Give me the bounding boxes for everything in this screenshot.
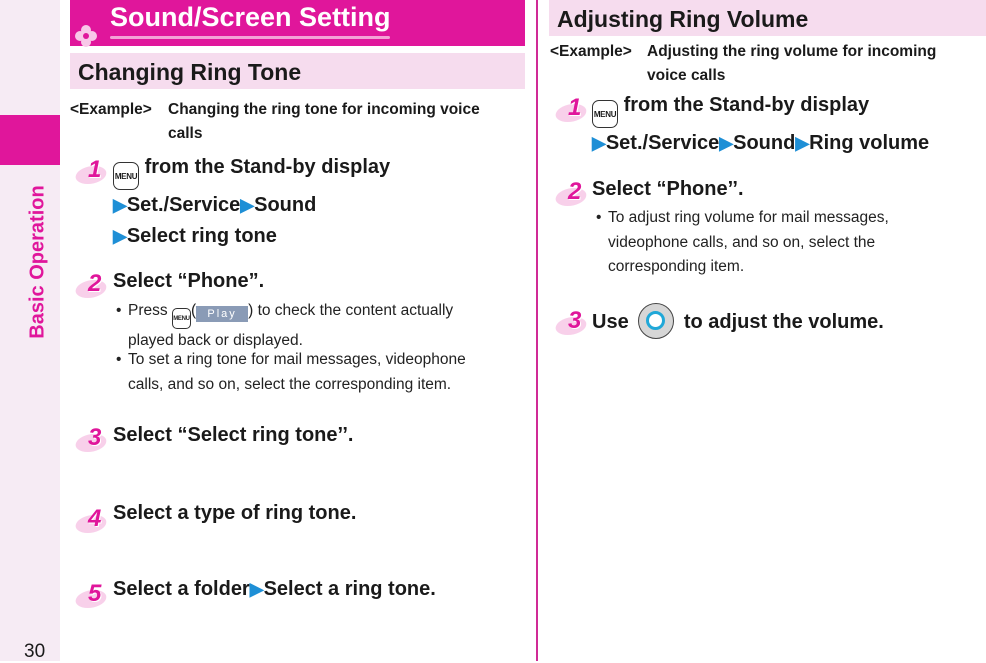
title-underline <box>110 36 390 39</box>
step-text: Select a ring tone. <box>263 578 436 600</box>
step-text: Select a folder <box>113 578 250 600</box>
step-1-instructions <box>592 90 929 159</box>
note-text: Press <box>128 302 168 319</box>
bullet-dot: • <box>596 209 602 226</box>
step-number: 4 <box>76 505 116 539</box>
bullet-dot: • <box>116 302 122 319</box>
example-label: <Example> <box>70 101 152 118</box>
step-number: 1 <box>556 94 596 128</box>
step-3-instructions <box>592 303 884 339</box>
menu-path-item: Set./Service <box>126 194 241 216</box>
example-text-line2: calls <box>168 125 203 142</box>
arrow-icon: ▶ <box>795 133 810 153</box>
arrow-icon: ▶ <box>592 133 606 153</box>
step-2-text: Select “Phone’’. <box>592 178 744 200</box>
example-label: <Example> <box>550 43 632 60</box>
note-text: videophone calls, and so on, select the <box>608 233 876 251</box>
arrow-icon: ▶ <box>719 133 734 153</box>
bullet-dot: • <box>116 351 122 368</box>
step-number: 1 <box>76 156 116 190</box>
menu-path-item: Sound <box>733 132 796 154</box>
bullet-note <box>596 206 976 280</box>
step-number: 3 <box>76 424 116 458</box>
subsection-title-ring-tone: Changing Ring Tone <box>70 53 525 89</box>
step-text: from the Stand-by display <box>144 156 391 178</box>
step-number: 5 <box>76 580 116 614</box>
step-4-text: Select a type of ring tone. <box>113 502 357 524</box>
step-1-instructions <box>113 152 390 252</box>
example-ring-volume <box>550 40 986 84</box>
menu-path-item: Select ring tone <box>126 225 277 247</box>
menu-key-icon: MENU <box>172 308 191 329</box>
sidebar <box>0 0 60 661</box>
step-text: to adjust the volume. <box>683 311 884 333</box>
step-text: from the Stand-by display <box>623 94 870 116</box>
play-softkey-icon: Play <box>196 306 248 322</box>
subsection-title-ring-volume: Adjusting Ring Volume <box>549 0 986 36</box>
note-text: ( <box>190 302 197 319</box>
note-text: To set a ring tone for mail messages, videophone <box>128 351 466 368</box>
step-number: 2 <box>76 270 116 304</box>
step-number: 2 <box>556 178 596 212</box>
arrow-icon: ▶ <box>113 226 127 246</box>
flower-icon <box>74 24 98 48</box>
nav-key-icon <box>638 303 674 339</box>
note-text: corresponding item. <box>608 258 745 275</box>
note-text: ) to check the content actually <box>248 302 454 319</box>
arrow-icon: ▶ <box>249 579 264 599</box>
note-text: calls, and so on, select the corresponding item. <box>128 375 452 393</box>
menu-path-item: Sound <box>254 194 317 216</box>
menu-path-item: Set./Service <box>605 132 720 154</box>
section-title-bar <box>70 0 525 46</box>
note-text: To adjust ring volume for mail messages, <box>608 209 889 226</box>
column-divider <box>536 0 538 661</box>
menu-key-icon: MENU <box>113 162 139 190</box>
bullet-note <box>116 348 526 397</box>
step-2-text: Select “Phone”. <box>113 270 265 292</box>
step-3-text: Select “Select ring tone’’. <box>113 424 354 446</box>
example-text-line2: voice calls <box>647 67 726 84</box>
menu-path-item: Ring volume <box>809 132 930 154</box>
page-number: 30 <box>24 641 46 662</box>
example-text-line1: Changing the ring tone for incoming voice <box>168 101 480 118</box>
step-text: Use <box>592 311 629 333</box>
step-number: 3 <box>556 307 596 341</box>
note-text: played back or displayed. <box>128 332 303 349</box>
step-5-text <box>113 574 436 605</box>
arrow-icon: ▶ <box>240 195 255 215</box>
section-label: Basic Operation <box>26 185 49 339</box>
example-ring-tone <box>70 98 530 142</box>
arrow-icon: ▶ <box>113 195 127 215</box>
bullet-note <box>116 299 526 354</box>
section-title: Sound/Screen Setting <box>110 2 391 32</box>
menu-key-icon: MENU <box>592 100 618 128</box>
example-text-line1: Adjusting the ring volume for incoming <box>647 43 937 60</box>
section-tab <box>0 115 60 165</box>
